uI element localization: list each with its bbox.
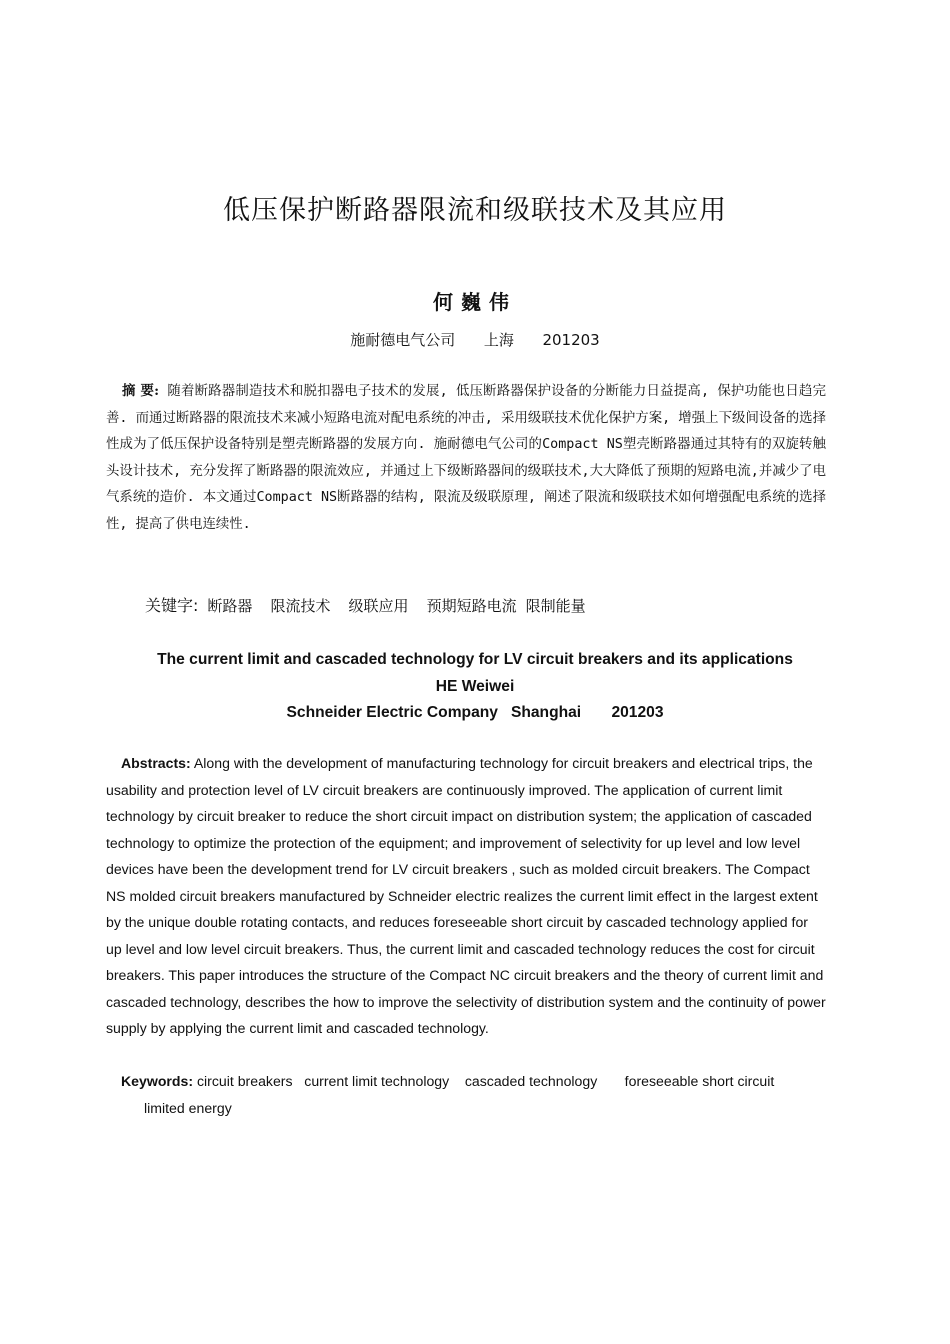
- abstract-text-english: Along with the development of manufacturing technology for circuit breakers and electrical trips, the usability and protection level of LV circuit breakers are continuously improved. The application of current limit technology by circuit breaker to reduce the short circuit impact on distribution system; the application of cascaded technology to optimize the protection of the equipment; and improvement of selectivity for up level and low level devices have been the development trend for LV circuit breakers , such as molded circuit breakers. The Compact NS molded circuit breakers manufactured by Schneider electric realizes the current limit effect in the largest extent by the unique double rotating contacts, and reduces foreseeable short circuit by cascaded technology applied for up level and low level circuit breakers. Thus, the current limit and cascaded technology reduces the cost for circuit breakers. This paper introduces the structure of the Compact NC circuit breakers and the theory of current limit and cascaded technology, describes the how to improve the selectivity of distribution system and the continuity of power supply by applying the current limit and cascaded technology.: [106, 755, 826, 1036]
- keywords-line-1: [106, 1068, 826, 1095]
- keywords-text-english: circuit breakers current limit technology cascaded technology foreseeable short circuit: [193, 1073, 775, 1089]
- author-name-english: HE Weiwei: [435, 677, 515, 695]
- keywords-english: [106, 1068, 826, 1121]
- abstract-chinese: [106, 378, 826, 538]
- abstract-label-english: Abstracts:: [121, 755, 191, 771]
- abstract-english: [106, 750, 826, 1042]
- affiliation-chinese: 施耐德电气公司 上海 201203: [350, 331, 600, 349]
- paper-title-chinese: 低压保护断路器限流和级联技术及其应用: [223, 195, 727, 226]
- keywords-label-chinese: 关键字:: [145, 596, 199, 615]
- keywords-label-english: Keywords:: [121, 1073, 194, 1089]
- affiliation-english: Schneider Electric Company Shanghai 201203: [286, 704, 664, 721]
- english-header: [0, 647, 950, 727]
- keywords-chinese: [145, 593, 845, 616]
- keywords-text-chinese: 断路器 限流技术 级联应用 预期短路电流 限制能量: [198, 597, 586, 615]
- abstract-text-chinese: 随着断路器制造技术和脱扣器电子技术的发展, 低压断路器保护设备的分断能力日益提高, 保护功能也日趋完善. 而通过断路器的限流技术来减小短路电流对配电系统的冲击, 采用级联技术优化保护方案, 增强上下级间设备的选择性成为了低压保护设备特别是塑壳断路器的发展方向. 施耐德电气公司的Compact NS塑壳断路器通过其特有的双旋转触头设计技术, 充分发挥了断路器的限流效应, 并通过上下级断路器间的级联技术,大大降低了预期的短路电流,并减少了电气系统的造价. 本文通过Compact NS断路器的结构, 限流及级联原理, 阐述了限流和级联技术如何增强配电系统的选择性, 提高了供电连续性.: [106, 384, 826, 532]
- author-name-chinese: 何巍伟: [433, 290, 517, 314]
- paper-title-english: The current limit and cascaded technology for LV circuit breakers and its applications: [157, 651, 793, 668]
- keywords-line-2: limited energy: [144, 1099, 232, 1116]
- abstract-label-chinese: 摘 要:: [122, 383, 160, 399]
